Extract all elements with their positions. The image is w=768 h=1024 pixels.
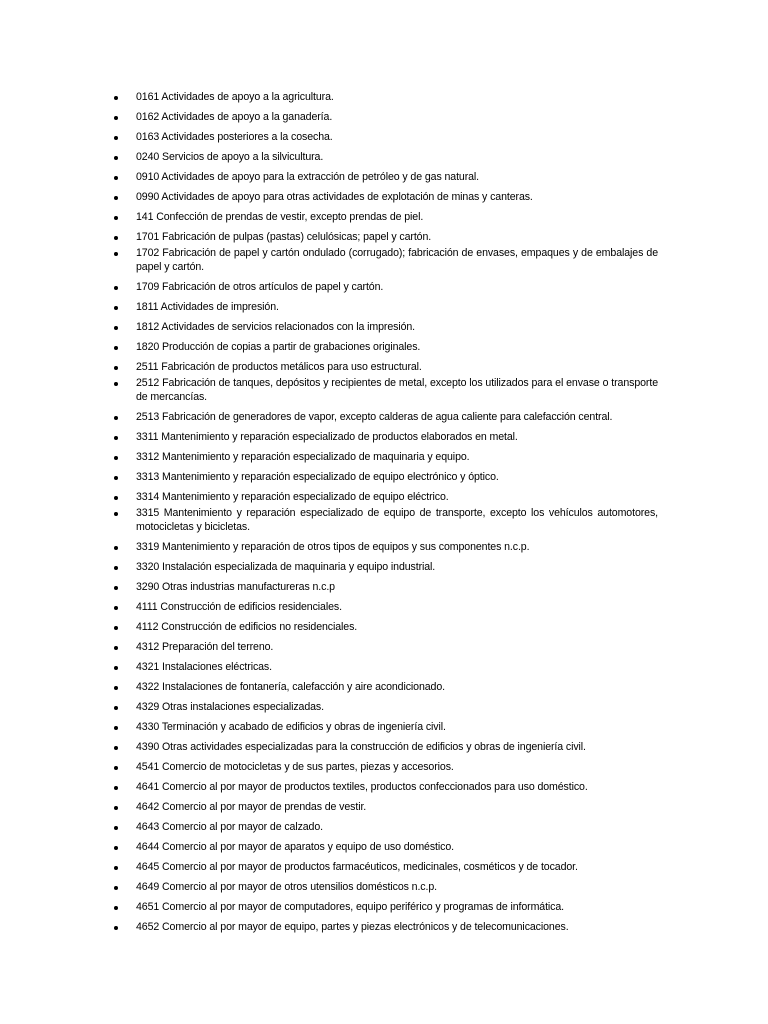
list-item (110, 320, 658, 335)
list-item (110, 760, 658, 775)
activity-text: 3314 Mantenimiento y reparación especializado de equipo eléctrico. (136, 491, 449, 503)
list-item (110, 410, 658, 425)
activity-text: 4541 Comercio de motocicletas y de sus partes, piezas y accesorios. (136, 761, 454, 773)
bullet-icon (114, 216, 118, 220)
activity-text: 4111 Construcción de edificios residenciales. (136, 601, 342, 613)
activity-text: 0910 Actividades de apoyo para la extracción de petróleo y de gas natural. (136, 171, 480, 183)
activity-text: 0990 Actividades de apoyo para otras actividades de explotación de minas y canteras. (136, 191, 533, 203)
list-item (110, 246, 658, 275)
activity-text: 4641 Comercio al por mayor de productos textiles, productos confeccionados para uso doméstico. (136, 781, 588, 793)
activity-text: 4321 Instalaciones eléctricas. (136, 661, 272, 673)
list-item (110, 300, 658, 315)
activity-text: 3312 Mantenimiento y reparación especializado de maquinaria y equipo. (136, 451, 470, 463)
activity-text: 4112 Construcción de edificios no residenciales. (136, 621, 358, 633)
activity-list (110, 90, 658, 940)
bullet-icon (114, 606, 118, 610)
bullet-icon (114, 346, 118, 350)
list-item (110, 190, 658, 205)
bullet-icon (114, 176, 118, 180)
bullet-icon (114, 382, 118, 386)
list-item (110, 130, 658, 145)
list-item (110, 376, 658, 405)
list-item (110, 780, 658, 795)
list-item (110, 280, 658, 295)
list-item (110, 430, 658, 445)
list-item (110, 600, 658, 615)
activity-text: 4330 Terminación y acabado de edificios y obras de ingeniería civil. (136, 721, 446, 733)
activity-text: 141 Confección de prendas de vestir, excepto prendas de piel. (136, 211, 424, 223)
list-item (110, 210, 658, 225)
activity-text: 0240 Servicios de apoyo a la silvicultura. (136, 151, 324, 163)
list-item (110, 900, 658, 915)
activity-text: 4651 Comercio al por mayor de computadores, equipo periférico y programas de informática. (136, 901, 565, 913)
bullet-icon (114, 512, 118, 516)
list-item (110, 680, 658, 695)
bullet-icon (114, 926, 118, 930)
activity-text: 3315 Mantenimiento y reparación especializado de equipo de transporte, excepto los vehículos automotores, motocicletas y bicicletas. (136, 506, 658, 533)
bullet-icon (114, 252, 118, 256)
bullet-icon (114, 846, 118, 850)
activity-text: 4390 Otras actividades especializadas para la construcción de edificios y obras de ingeniería civil. (136, 741, 586, 753)
list-item (110, 620, 658, 635)
activity-text: 3313 Mantenimiento y reparación especializado de equipo electrónico y óptico. (136, 471, 499, 483)
activity-text: 1709 Fabricación de otros artículos de papel y cartón. (136, 281, 384, 293)
bullet-icon (114, 866, 118, 870)
list-item (110, 820, 658, 835)
list-item (110, 580, 658, 595)
list-item (110, 340, 658, 355)
activity-text: 0162 Actividades de apoyo a la ganadería. (136, 111, 333, 123)
list-item (110, 90, 658, 105)
bullet-icon (114, 96, 118, 100)
list-item (110, 700, 658, 715)
list-item (110, 230, 658, 245)
list-item (110, 860, 658, 875)
bullet-icon (114, 156, 118, 160)
list-item (110, 880, 658, 895)
bullet-icon (114, 906, 118, 910)
activity-text: 0161 Actividades de apoyo a la agricultura. (136, 91, 334, 103)
list-item (110, 640, 658, 655)
list-item (110, 740, 658, 755)
list-item (110, 840, 658, 855)
list-item (110, 170, 658, 185)
bullet-icon (114, 566, 118, 570)
list-item (110, 490, 658, 505)
bullet-icon (114, 726, 118, 730)
list-item (110, 450, 658, 465)
bullet-icon (114, 136, 118, 140)
bullet-icon (114, 326, 118, 330)
activity-text: 1811 Actividades de impresión. (136, 301, 279, 313)
bullet-icon (114, 646, 118, 650)
activity-text: 1701 Fabricación de pulpas (pastas) celulósicas; papel y cartón. (136, 231, 432, 243)
activity-text: 1812 Actividades de servicios relacionados con la impresión. (136, 321, 416, 333)
bullet-icon (114, 306, 118, 310)
bullet-icon (114, 366, 118, 370)
activity-text: 4312 Preparación del terreno. (136, 641, 274, 653)
activity-text: 4649 Comercio al por mayor de otros utensilios domésticos n.c.p. (136, 881, 437, 893)
list-item (110, 560, 658, 575)
bullet-icon (114, 286, 118, 290)
list-item (110, 720, 658, 735)
bullet-icon (114, 236, 118, 240)
bullet-icon (114, 786, 118, 790)
bullet-icon (114, 626, 118, 630)
activity-text: 4645 Comercio al por mayor de productos farmacéuticos, medicinales, cosméticos y de tocador. (136, 861, 578, 873)
list-item (110, 110, 658, 125)
activity-text: 3311 Mantenimiento y reparación especializado de productos elaborados en metal. (136, 431, 518, 443)
activity-text: 3320 Instalación especializada de maquinaria y equipo industrial. (136, 561, 436, 573)
activity-text: 2513 Fabricación de generadores de vapor, excepto calderas de agua caliente para calefacción central. (136, 411, 613, 423)
list-item (110, 506, 658, 535)
bullet-icon (114, 706, 118, 710)
list-item (110, 920, 658, 935)
bullet-icon (114, 766, 118, 770)
activity-text: 3319 Mantenimiento y reparación de otros tipos de equipos y sus componentes n.c.p. (136, 541, 530, 553)
bullet-icon (114, 436, 118, 440)
bullet-icon (114, 416, 118, 420)
bullet-icon (114, 746, 118, 750)
bullet-icon (114, 476, 118, 480)
bullet-icon (114, 686, 118, 690)
activity-text: 2511 Fabricación de productos metálicos para uso estructural. (136, 361, 422, 373)
activity-text: 4322 Instalaciones de fontanería, calefacción y aire acondicionado. (136, 681, 445, 693)
activity-text: 4329 Otras instalaciones especializadas. (136, 701, 324, 713)
activity-text: 4642 Comercio al por mayor de prendas de vestir. (136, 801, 367, 813)
activity-text: 4652 Comercio al por mayor de equipo, partes y piezas electrónicos y de telecomunicaciones. (136, 921, 569, 933)
list-item (110, 540, 658, 555)
bullet-icon (114, 546, 118, 550)
list-item (110, 660, 658, 675)
list-item (110, 360, 658, 375)
activity-text: 2512 Fabricación de tanques, depósitos y recipientes de metal, excepto los utilizados para el envase o transporte de mercancías. (136, 376, 658, 403)
list-item (110, 800, 658, 815)
bullet-icon (114, 196, 118, 200)
activity-text: 4643 Comercio al por mayor de calzado. (136, 821, 323, 833)
bullet-icon (114, 456, 118, 460)
bullet-icon (114, 826, 118, 830)
bullet-icon (114, 116, 118, 120)
bullet-icon (114, 806, 118, 810)
bullet-icon (114, 496, 118, 500)
bullet-icon (114, 666, 118, 670)
activity-text: 4644 Comercio al por mayor de aparatos y equipo de uso doméstico. (136, 841, 454, 853)
list-item (110, 470, 658, 485)
activity-text: 3290 Otras industrias manufactureras n.c.p (136, 581, 335, 593)
activity-text: 1820 Producción de copias a partir de grabaciones originales. (136, 341, 421, 353)
activity-text: 1702 Fabricación de papel y cartón ondulado (corrugado); fabricación de envases, empaques y de embalajes de papel y cartón. (136, 246, 658, 273)
bullet-icon (114, 886, 118, 890)
bullet-icon (114, 586, 118, 590)
activity-text: 0163 Actividades posteriores a la cosecha. (136, 131, 333, 143)
list-item (110, 150, 658, 165)
